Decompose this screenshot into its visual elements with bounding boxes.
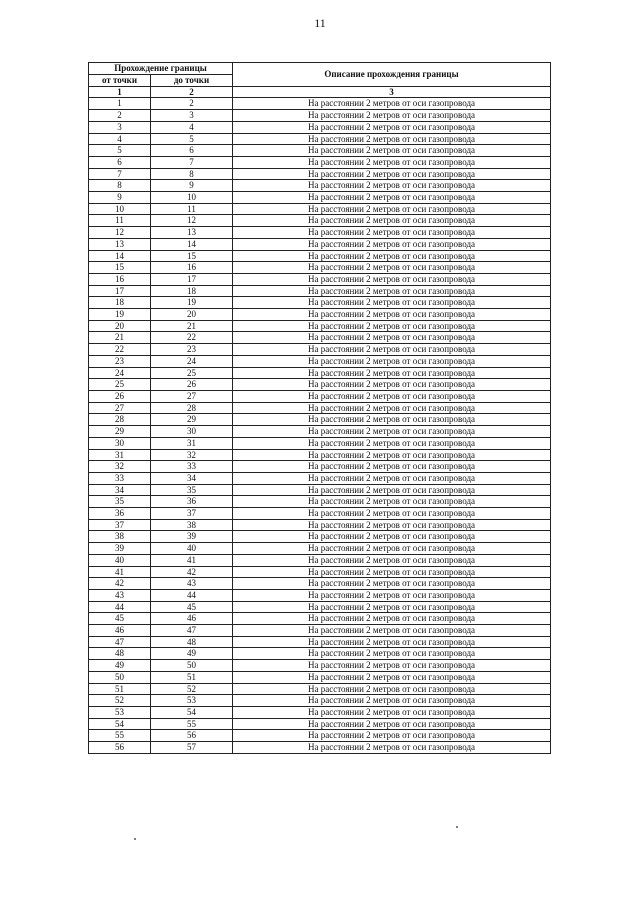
- to-point-cell: 36: [151, 496, 233, 508]
- description-cell: На расстоянии 2 метров от оси газопровода: [233, 110, 551, 122]
- table-row: [89, 180, 551, 192]
- from-point-cell: 11: [89, 215, 151, 227]
- description-cell: На расстоянии 2 метров от оси газопровода: [233, 332, 551, 344]
- to-point-cell: 40: [151, 543, 233, 555]
- from-point-cell: 37: [89, 519, 151, 531]
- to-point-cell: 31: [151, 437, 233, 449]
- to-point-cell: 12: [151, 215, 233, 227]
- table-row: [89, 613, 551, 625]
- from-point-cell: 19: [89, 309, 151, 321]
- description-cell: На расстоянии 2 метров от оси газопровода: [233, 320, 551, 332]
- table-row: [89, 543, 551, 555]
- description-cell: На расстоянии 2 метров от оси газопровода: [233, 367, 551, 379]
- description-cell: На расстоянии 2 метров от оси газопровода: [233, 496, 551, 508]
- table-row: [89, 531, 551, 543]
- table-row: [89, 496, 551, 508]
- description-cell: На расстоянии 2 метров от оси газопровода: [233, 145, 551, 157]
- description-cell: На расстоянии 2 метров от оси газопровода: [233, 660, 551, 672]
- column-number: 2: [151, 86, 233, 98]
- to-point-cell: 26: [151, 379, 233, 391]
- to-point-cell: 27: [151, 390, 233, 402]
- to-point-cell: 41: [151, 554, 233, 566]
- table-row: [89, 367, 551, 379]
- from-point-cell: 54: [89, 718, 151, 730]
- from-point-cell: 45: [89, 613, 151, 625]
- to-point-cell: 29: [151, 414, 233, 426]
- to-point-cell: 11: [151, 203, 233, 215]
- table-row: [89, 344, 551, 356]
- description-cell: На расстоянии 2 метров от оси газопровода: [233, 262, 551, 274]
- from-point-cell: 20: [89, 320, 151, 332]
- from-point-cell: 27: [89, 402, 151, 414]
- from-point-cell: 9: [89, 192, 151, 204]
- description-cell: На расстоянии 2 метров от оси газопровода: [233, 636, 551, 648]
- description-cell: На расстоянии 2 метров от оси газопровода: [233, 379, 551, 391]
- description-cell: На расстоянии 2 метров от оси газопровода: [233, 449, 551, 461]
- to-point-cell: 33: [151, 461, 233, 473]
- to-point-cell: 50: [151, 660, 233, 672]
- table-row: [89, 133, 551, 145]
- description-cell: На расстоянии 2 метров от оси газопровода: [233, 437, 551, 449]
- table-row: [89, 355, 551, 367]
- table-row: [89, 110, 551, 122]
- description-cell: На расстоянии 2 метров от оси газопровода: [233, 554, 551, 566]
- description-cell: На расстоянии 2 метров от оси газопровода: [233, 227, 551, 239]
- to-point-cell: 32: [151, 449, 233, 461]
- from-point-cell: 47: [89, 636, 151, 648]
- to-point-cell: 46: [151, 613, 233, 625]
- to-point-cell: 20: [151, 309, 233, 321]
- to-point-cell: 10: [151, 192, 233, 204]
- boundary-table: [88, 62, 551, 754]
- from-point-cell: 24: [89, 367, 151, 379]
- table-row: [89, 449, 551, 461]
- to-point-cell: 13: [151, 227, 233, 239]
- table-row: [89, 461, 551, 473]
- to-point-cell: 34: [151, 472, 233, 484]
- to-point-cell: 25: [151, 367, 233, 379]
- description-cell: На расстоянии 2 метров от оси газопровода: [233, 168, 551, 180]
- from-point-cell: 3: [89, 121, 151, 133]
- to-point-cell: 30: [151, 426, 233, 438]
- from-point-cell: 51: [89, 683, 151, 695]
- table-row: [89, 250, 551, 262]
- table-row: [89, 402, 551, 414]
- from-point-cell: 39: [89, 543, 151, 555]
- from-point-cell: 46: [89, 625, 151, 637]
- description-cell: На расстоянии 2 метров от оси газопровода: [233, 589, 551, 601]
- table-row: [89, 648, 551, 660]
- description-cell: На расстоянии 2 метров от оси газопровода: [233, 250, 551, 262]
- from-point-cell: 26: [89, 390, 151, 402]
- description-cell: На расстоянии 2 метров от оси газопровода: [233, 273, 551, 285]
- from-point-cell: 15: [89, 262, 151, 274]
- page-number: 11: [314, 16, 326, 30]
- table-row: [89, 414, 551, 426]
- group-header: Прохождение границы: [89, 63, 233, 75]
- from-point-cell: 28: [89, 414, 151, 426]
- from-point-cell: 10: [89, 203, 151, 215]
- description-cell: На расстоянии 2 метров от оси газопровода: [233, 484, 551, 496]
- from-point-cell: 33: [89, 472, 151, 484]
- from-point-cell: 29: [89, 426, 151, 438]
- from-point-cell: 35: [89, 496, 151, 508]
- table-row: [89, 297, 551, 309]
- table-row: [89, 215, 551, 227]
- from-point-cell: 52: [89, 695, 151, 707]
- to-point-cell: 23: [151, 344, 233, 356]
- table-row: [89, 636, 551, 648]
- to-point-cell: 56: [151, 730, 233, 742]
- table-row: [89, 390, 551, 402]
- from-point-cell: 34: [89, 484, 151, 496]
- description-cell: На расстоянии 2 метров от оси газопровода: [233, 285, 551, 297]
- from-point-cell: 7: [89, 168, 151, 180]
- table-row: [89, 168, 551, 180]
- from-point-cell: 40: [89, 554, 151, 566]
- description-cell: На расстоянии 2 метров от оси газопровода: [233, 192, 551, 204]
- description-cell: На расстоянии 2 метров от оси газопровода: [233, 390, 551, 402]
- scan-speck: [134, 838, 136, 840]
- table-row: [89, 706, 551, 718]
- to-point-cell: 17: [151, 273, 233, 285]
- from-point-cell: 30: [89, 437, 151, 449]
- from-point-cell: 13: [89, 238, 151, 250]
- table-row: [89, 98, 551, 110]
- from-point-cell: 25: [89, 379, 151, 391]
- column-number: 1: [89, 86, 151, 98]
- to-point-cell: 3: [151, 110, 233, 122]
- from-point-cell: 17: [89, 285, 151, 297]
- to-point-cell: 53: [151, 695, 233, 707]
- to-point-cell: 47: [151, 625, 233, 637]
- table-row: [89, 332, 551, 344]
- to-point-cell: 6: [151, 145, 233, 157]
- to-point-cell: 18: [151, 285, 233, 297]
- to-point-cell: 28: [151, 402, 233, 414]
- table-row: [89, 554, 551, 566]
- from-point-cell: 36: [89, 508, 151, 520]
- table-row: [89, 145, 551, 157]
- from-point-cell: 18: [89, 297, 151, 309]
- description-cell: На расстоянии 2 метров от оси газопровода: [233, 742, 551, 754]
- from-point-cell: 2: [89, 110, 151, 122]
- description-cell: На расстоянии 2 метров от оси газопровода: [233, 344, 551, 356]
- table-row: [89, 683, 551, 695]
- description-cell: На расстоянии 2 метров от оси газопровода: [233, 133, 551, 145]
- description-cell: На расстоянии 2 метров от оси газопровода: [233, 402, 551, 414]
- to-point-cell: 37: [151, 508, 233, 520]
- to-point-cell: 39: [151, 531, 233, 543]
- from-point-cell: 23: [89, 355, 151, 367]
- table-row: [89, 472, 551, 484]
- to-point-cell: 22: [151, 332, 233, 344]
- from-point-cell: 49: [89, 660, 151, 672]
- from-point-cell: 50: [89, 671, 151, 683]
- to-point-cell: 19: [151, 297, 233, 309]
- to-point-cell: 52: [151, 683, 233, 695]
- to-point-cell: 44: [151, 589, 233, 601]
- from-point-header: от точки: [89, 75, 151, 87]
- description-cell: На расстоянии 2 метров от оси газопровода: [233, 355, 551, 367]
- table-row: [89, 192, 551, 204]
- table-row: [89, 730, 551, 742]
- description-cell: На расстоянии 2 метров от оси газопровода: [233, 297, 551, 309]
- table-row: [89, 262, 551, 274]
- description-cell: На расстоянии 2 метров от оси газопровода: [233, 695, 551, 707]
- to-point-cell: 16: [151, 262, 233, 274]
- description-cell: На расстоянии 2 метров от оси газопровода: [233, 98, 551, 110]
- table-row: [89, 203, 551, 215]
- from-point-cell: 53: [89, 706, 151, 718]
- table-row: [89, 426, 551, 438]
- from-point-cell: 56: [89, 742, 151, 754]
- description-cell: На расстоянии 2 метров от оси газопровода: [233, 414, 551, 426]
- to-point-cell: 43: [151, 578, 233, 590]
- description-cell: На расстоянии 2 метров от оси газопровода: [233, 180, 551, 192]
- to-point-cell: 15: [151, 250, 233, 262]
- description-cell: На расстоянии 2 метров от оси газопровода: [233, 508, 551, 520]
- to-point-cell: 51: [151, 671, 233, 683]
- table-row: [89, 320, 551, 332]
- table-row: [89, 379, 551, 391]
- table-row: [89, 285, 551, 297]
- to-point-cell: 5: [151, 133, 233, 145]
- to-point-cell: 55: [151, 718, 233, 730]
- to-point-cell: 57: [151, 742, 233, 754]
- description-cell: На расстоянии 2 метров от оси газопровода: [233, 203, 551, 215]
- to-point-cell: 24: [151, 355, 233, 367]
- to-point-header: до точки: [151, 75, 233, 87]
- description-cell: На расстоянии 2 метров от оси газопровода: [233, 671, 551, 683]
- table-row: [89, 508, 551, 520]
- description-cell: На расстоянии 2 метров от оси газопровода: [233, 648, 551, 660]
- to-point-cell: 48: [151, 636, 233, 648]
- from-point-cell: 55: [89, 730, 151, 742]
- table-row: [89, 601, 551, 613]
- description-cell: На расстоянии 2 метров от оси газопровода: [233, 566, 551, 578]
- description-cell: На расстоянии 2 метров от оси газопровода: [233, 426, 551, 438]
- to-point-cell: 45: [151, 601, 233, 613]
- table-row: [89, 578, 551, 590]
- from-point-cell: 32: [89, 461, 151, 473]
- description-header: Описание прохождения границы: [233, 63, 551, 87]
- table-row: [89, 121, 551, 133]
- to-point-cell: 49: [151, 648, 233, 660]
- table-row: [89, 625, 551, 637]
- table-row: [89, 660, 551, 672]
- to-point-cell: 54: [151, 706, 233, 718]
- description-cell: На расстоянии 2 метров от оси газопровода: [233, 519, 551, 531]
- description-cell: На расстоянии 2 метров от оси газопровода: [233, 156, 551, 168]
- description-cell: На расстоянии 2 метров от оси газопровода: [233, 461, 551, 473]
- table-row: [89, 718, 551, 730]
- to-point-cell: 35: [151, 484, 233, 496]
- description-cell: На расстоянии 2 метров от оси газопровода: [233, 625, 551, 637]
- from-point-cell: 31: [89, 449, 151, 461]
- to-point-cell: 4: [151, 121, 233, 133]
- table-row: [89, 589, 551, 601]
- table-row: [89, 309, 551, 321]
- scan-speck: [456, 826, 458, 828]
- description-cell: На расстоянии 2 метров от оси газопровода: [233, 706, 551, 718]
- description-cell: На расстоянии 2 метров от оси газопровода: [233, 601, 551, 613]
- description-cell: На расстоянии 2 метров от оси газопровода: [233, 730, 551, 742]
- to-point-cell: 8: [151, 168, 233, 180]
- description-cell: На расстоянии 2 метров от оси газопровода: [233, 472, 551, 484]
- to-point-cell: 21: [151, 320, 233, 332]
- description-cell: На расстоянии 2 метров от оси газопровода: [233, 683, 551, 695]
- column-number: 3: [233, 86, 551, 98]
- table-row: [89, 227, 551, 239]
- to-point-cell: 7: [151, 156, 233, 168]
- description-cell: На расстоянии 2 метров от оси газопровода: [233, 613, 551, 625]
- table-row: [89, 519, 551, 531]
- description-cell: На расстоянии 2 метров от оси газопровода: [233, 121, 551, 133]
- table-row: [89, 238, 551, 250]
- table-row: [89, 156, 551, 168]
- from-point-cell: 12: [89, 227, 151, 239]
- from-point-cell: 44: [89, 601, 151, 613]
- table-row: [89, 437, 551, 449]
- description-cell: На расстоянии 2 метров от оси газопровода: [233, 238, 551, 250]
- table-row: [89, 742, 551, 754]
- to-point-cell: 2: [151, 98, 233, 110]
- from-point-cell: 41: [89, 566, 151, 578]
- from-point-cell: 16: [89, 273, 151, 285]
- table-body: [89, 98, 551, 753]
- description-cell: На расстоянии 2 метров от оси газопровода: [233, 578, 551, 590]
- from-point-cell: 42: [89, 578, 151, 590]
- to-point-cell: 42: [151, 566, 233, 578]
- table-row: [89, 671, 551, 683]
- description-cell: На расстоянии 2 метров от оси газопровода: [233, 718, 551, 730]
- description-cell: На расстоянии 2 метров от оси газопровода: [233, 215, 551, 227]
- description-cell: На расстоянии 2 метров от оси газопровода: [233, 543, 551, 555]
- from-point-cell: 38: [89, 531, 151, 543]
- from-point-cell: 6: [89, 156, 151, 168]
- from-point-cell: 22: [89, 344, 151, 356]
- description-cell: На расстоянии 2 метров от оси газопровода: [233, 531, 551, 543]
- from-point-cell: 48: [89, 648, 151, 660]
- from-point-cell: 14: [89, 250, 151, 262]
- from-point-cell: 4: [89, 133, 151, 145]
- from-point-cell: 43: [89, 589, 151, 601]
- from-point-cell: 8: [89, 180, 151, 192]
- table-row: [89, 695, 551, 707]
- table-row: [89, 273, 551, 285]
- description-cell: На расстоянии 2 метров от оси газопровода: [233, 309, 551, 321]
- to-point-cell: 9: [151, 180, 233, 192]
- table-row: [89, 484, 551, 496]
- to-point-cell: 38: [151, 519, 233, 531]
- table-row: [89, 566, 551, 578]
- from-point-cell: 21: [89, 332, 151, 344]
- to-point-cell: 14: [151, 238, 233, 250]
- from-point-cell: 1: [89, 98, 151, 110]
- from-point-cell: 5: [89, 145, 151, 157]
